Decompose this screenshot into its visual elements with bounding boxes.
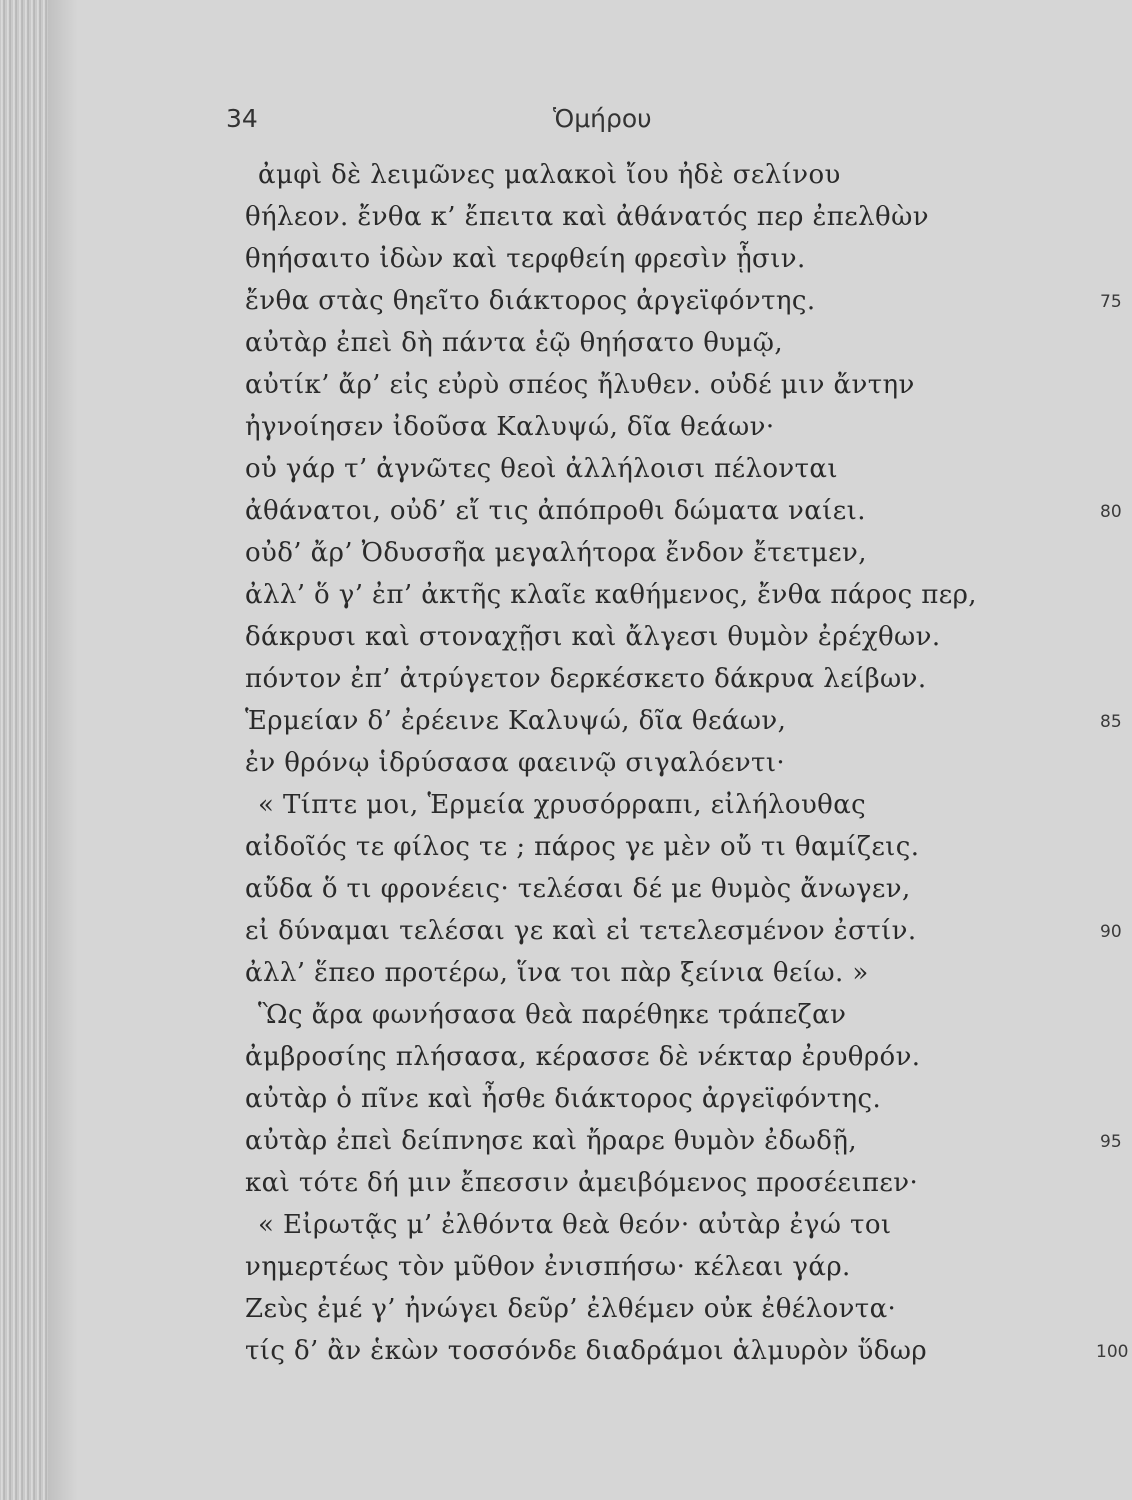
- verse-text: αὐτὰρ ὁ πῖνε καὶ ἦσθε διάκτορος ἀργεϊφόντης.: [245, 1084, 882, 1114]
- page-number: 34: [226, 104, 258, 133]
- verse-text: ἀλλ’ ὅ γ’ ἐπ’ ἀκτῆς κλαῖε καθήμενος, ἔνθα πάρος περ,: [245, 580, 977, 610]
- verse-text: αὔδα ὅ τι φρονέεις· τελέσαι δέ με θυμὸς ἄνωγεν,: [245, 874, 911, 904]
- verse-text: ἠγνοίησεν ἰδοῦσα Καλυψώ, δῖα θεάων·: [245, 412, 775, 442]
- line-number: 95: [1100, 1132, 1122, 1152]
- verse-text: τίς δ’ ἂν ἑκὼν τοσσόνδε διαδράμοι ἁλμυρὸν ὕδωρ: [245, 1336, 928, 1366]
- verse-text: Ὣς ἄρα φωνήσασα θεὰ παρέθηκε τράπεζαν: [258, 1000, 847, 1030]
- verse-text: αὐτὰρ ἐπεὶ δὴ πάντα ἑῷ θηήσατο θυμῷ,: [245, 328, 784, 358]
- line-number: 90: [1100, 922, 1122, 942]
- verse-text: ἀμβροσίης πλήσασα, κέρασσε δὲ νέκταρ ἐρυθρόν.: [245, 1042, 921, 1072]
- verse-line: [0, 622, 1132, 664]
- verse-text: αὐτίκ’ ἄρ’ εἰς εὐρὺ σπέος ἤλυθεν. οὐδέ μιν ἄντην: [245, 370, 915, 400]
- verse-line: [0, 538, 1132, 580]
- verse-text: οὐδ’ ἄρ’ Ὀδυσσῆα μεγαλήτορα ἔνδον ἔτετμεν,: [245, 538, 867, 568]
- verse-line: [0, 160, 1132, 202]
- verse-text: « Εἰρωτᾷς μ’ ἐλθόντα θεὰ θεόν· αὐτὰρ ἐγώ τοι: [258, 1210, 892, 1240]
- verse-line: [0, 706, 1132, 748]
- verse-line: [0, 454, 1132, 496]
- verse-text: ἀθάνατοι, οὐδ’ εἴ τις ἀπόπροθι δώματα ναίει.: [245, 496, 866, 526]
- verse-line: [0, 1126, 1132, 1168]
- verse-text: αὐτὰρ ἐπεὶ δείπνησε καὶ ἤραρε θυμὸν ἐδωδῇ,: [245, 1126, 857, 1156]
- verse-line: [0, 832, 1132, 874]
- verse-line: [0, 580, 1132, 622]
- running-title: Ὁμήρου: [553, 104, 652, 133]
- verse-line: [0, 1294, 1132, 1336]
- verse-line: [0, 1210, 1132, 1252]
- verse-text: ἀμφὶ δὲ λειμῶνες μαλακοὶ ἴου ἠδὲ σελίνου: [258, 160, 841, 190]
- verse-text: δάκρυσι καὶ στοναχῇσι καὶ ἄλγεσι θυμὸν ἐρέχθων.: [245, 622, 941, 652]
- verse-text: οὐ γάρ τ’ ἀγνῶτες θεοὶ ἀλλήλοισι πέλονται: [245, 454, 838, 484]
- verse-line: [0, 1000, 1132, 1042]
- line-number: 75: [1100, 292, 1122, 312]
- verse-line: [0, 1042, 1132, 1084]
- verse-line: [0, 664, 1132, 706]
- page-header: [0, 100, 1132, 140]
- verse-line: [0, 328, 1132, 370]
- verse-text: εἰ δύναμαι τελέσαι γε καὶ εἰ τετελεσμένον ἐστίν.: [245, 916, 917, 946]
- verse-text: ἀλλ’ ἕπεο προτέρω, ἵνα τοι πὰρ ξείνια θείω. »: [245, 958, 869, 988]
- verse-text: θηήσαιτο ἰδὼν καὶ τερφθείη φρεσὶν ᾗσιν.: [245, 244, 806, 274]
- verse-line: [0, 412, 1132, 454]
- line-number: 80: [1100, 502, 1122, 522]
- verse-line: [0, 1252, 1132, 1294]
- verse-line: [0, 874, 1132, 916]
- verse-line: [0, 916, 1132, 958]
- verse-text: πόντον ἐπ’ ἀτρύγετον δερκέσκετο δάκρυα λείβων.: [245, 664, 927, 694]
- verse-text: Ἑρμείαν δ’ ἐρέεινε Καλυψώ, δῖα θεάων,: [245, 706, 787, 736]
- verse-line: [0, 244, 1132, 286]
- line-number: 100: [1096, 1342, 1129, 1362]
- verse-text: αἰδοῖός τε φίλος τε ; πάρος γε μὲν οὔ τι θαμίζεις.: [245, 832, 920, 862]
- verse-line: [0, 958, 1132, 1000]
- verse-line: [0, 370, 1132, 412]
- verse-text: νημερτέως τὸν μῦθον ἐνισπήσω· κέλεαι γάρ.: [245, 1252, 851, 1282]
- verse-line: [0, 1168, 1132, 1210]
- verse-line: [0, 1084, 1132, 1126]
- verse-line: [0, 286, 1132, 328]
- verse-text: ἔνθα στὰς θηεῖτο διάκτορος ἀργεϊφόντης.: [245, 286, 816, 316]
- verse-text: ἐν θρόνῳ ἱδρύσασα φαεινῷ σιγαλόεντι·: [245, 748, 786, 778]
- verse-block: [0, 160, 1132, 1366]
- verse-text: Ζεὺς ἐμέ γ’ ἠνώγει δεῦρ’ ἐλθέμεν οὐκ ἐθέλοντα·: [245, 1294, 897, 1324]
- verse-line: [0, 748, 1132, 790]
- verse-text: « Τίπτε μοι, Ἑρμεία χρυσόρραπι, εἰλήλουθας: [258, 790, 867, 820]
- verse-text: θήλεον. ἔνθα κ’ ἔπειτα καὶ ἀθάνατός περ ἐπελθὼν: [245, 202, 929, 232]
- verse-line: [0, 790, 1132, 832]
- line-number: 85: [1100, 712, 1122, 732]
- verse-text: καὶ τότε δή μιν ἔπεσσιν ἀμειβόμενος προσέειπεν·: [245, 1168, 919, 1198]
- verse-line: [0, 202, 1132, 244]
- verse-line: [0, 496, 1132, 538]
- verse-line: [0, 1336, 1132, 1378]
